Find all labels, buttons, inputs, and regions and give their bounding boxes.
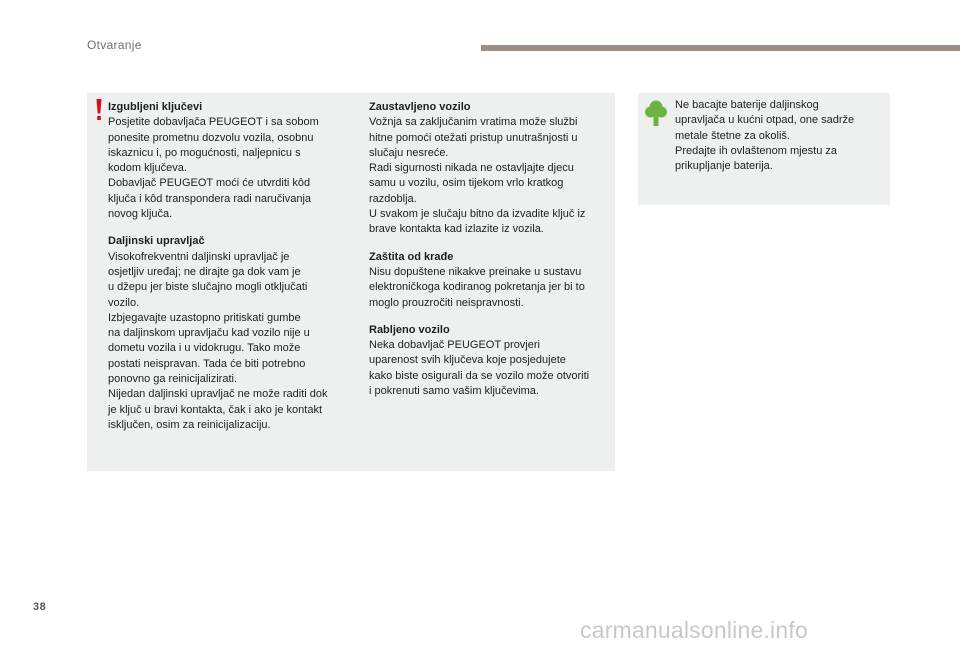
text-line: prikupljanje baterija.	[675, 160, 773, 173]
header-bar	[481, 45, 960, 51]
text-line: metale štetne za okoliš.	[675, 129, 790, 142]
stopped-vehicle-block	[369, 100, 615, 238]
text-line: brave kontakta kad izlazite iz vozila.	[369, 223, 544, 236]
text-line: Nisu dopuštene nikakve preinake u sustavu	[369, 265, 582, 278]
text-line: kodom ključeva.	[108, 162, 187, 175]
text-line: u džepu jer biste slučajno mogli otključati	[108, 281, 308, 294]
right-column	[369, 100, 615, 411]
text-line: upravljača u kućni otpad, one sadrže	[675, 114, 855, 127]
text-line: Visokofrekventni daljinski upravljač je	[108, 250, 290, 263]
text-line: hitne pomoći otežati pristup unutrašnjosti u	[369, 131, 578, 144]
text-line: slučaju nesreće.	[369, 146, 449, 159]
eco-note	[675, 98, 880, 174]
exclamation-icon	[94, 99, 104, 121]
watermark: carmanualsonline.info	[580, 617, 808, 643]
block-title: Daljinski upravljač	[108, 235, 205, 248]
text-line: ponovno ga reinicijalizirati.	[108, 373, 238, 386]
text-line: samu u vozilu, osim tijekom vrlo kratkog	[369, 177, 564, 190]
text-line: vozilo.	[108, 296, 140, 309]
block-title: Zaustavljeno vozilo	[369, 101, 471, 113]
remote-control-block	[108, 234, 353, 433]
text-line: elektroničkoga kodiranog pokretanja jer bi to	[369, 281, 585, 294]
left-column	[108, 100, 353, 445]
text-line: novog ključa.	[108, 208, 173, 221]
used-vehicle-block	[369, 323, 615, 399]
text-line: ključa i kôd transpondera radi naručivanja	[108, 192, 312, 205]
text-line: Posjetite dobavljača PEUGEOT i sa sobom	[108, 116, 319, 129]
block-title: Izgubljeni ključevi	[108, 101, 203, 113]
text-line: postati neispravan. Tada će biti potrebno	[108, 357, 306, 370]
text-line: Predajte ih ovlaštenom mjestu za	[675, 144, 838, 157]
text-line: Radi sigurnosti nikada ne ostavljajte djecu	[369, 162, 574, 175]
text-line: U svakom je slučaju bitno da izvadite ključ iz	[369, 208, 586, 221]
text-line: Dobavljač PEUGEOT moći će utvrditi kôd	[108, 177, 311, 190]
text-line: je ključ u bravi kontakta, čak i ako je kontakt	[108, 403, 322, 416]
lost-keys-block	[108, 100, 353, 222]
text-line: dometu vozila i u vidokrugu. Tako može	[108, 342, 301, 355]
text-line: Nijedan daljinski upravljač ne može raditi dok	[108, 388, 328, 401]
text-line: moglo prouzročiti neispravnosti.	[369, 296, 524, 309]
text-line: kako biste osigurali da se vozilo može otvoriti	[369, 369, 590, 382]
text-line: na daljinskom upravljaču kad vozilo nije u	[108, 327, 310, 340]
text-line: Ne bacajte baterije daljinskog	[675, 99, 819, 111]
text-line: Neka dobavljač PEUGEOT provjeri	[369, 339, 540, 352]
page-number: 38	[33, 601, 47, 613]
text-line: uparenost svih ključeva koje posjedujete	[369, 354, 566, 367]
tree-icon	[645, 100, 667, 126]
block-title: Rabljeno vozilo	[369, 323, 450, 336]
text-line: razdoblja.	[369, 192, 417, 205]
anti-theft-block	[369, 250, 615, 311]
text-line: isključen, osim za reinicijalizaciju.	[108, 418, 271, 431]
text-line: iskaznicu i, po mogućnosti, naljepnicu s	[108, 146, 301, 159]
block-title: Zaštita od krađe	[369, 250, 454, 263]
text-line: ponesite prometnu dozvolu vozila, osobnu	[108, 131, 314, 144]
text-line: Izbjegavajte uzastopno pritiskati gumbe	[108, 311, 301, 324]
text-line: i pokrenuti samo vašim ključevima.	[369, 385, 539, 398]
section-title: Otvaranje	[87, 38, 142, 52]
text-line: Vožnja sa zaključanim vratima može službi	[369, 116, 578, 129]
text-line: osjetljiv uređaj; ne dirajte ga dok vam je	[108, 265, 301, 278]
